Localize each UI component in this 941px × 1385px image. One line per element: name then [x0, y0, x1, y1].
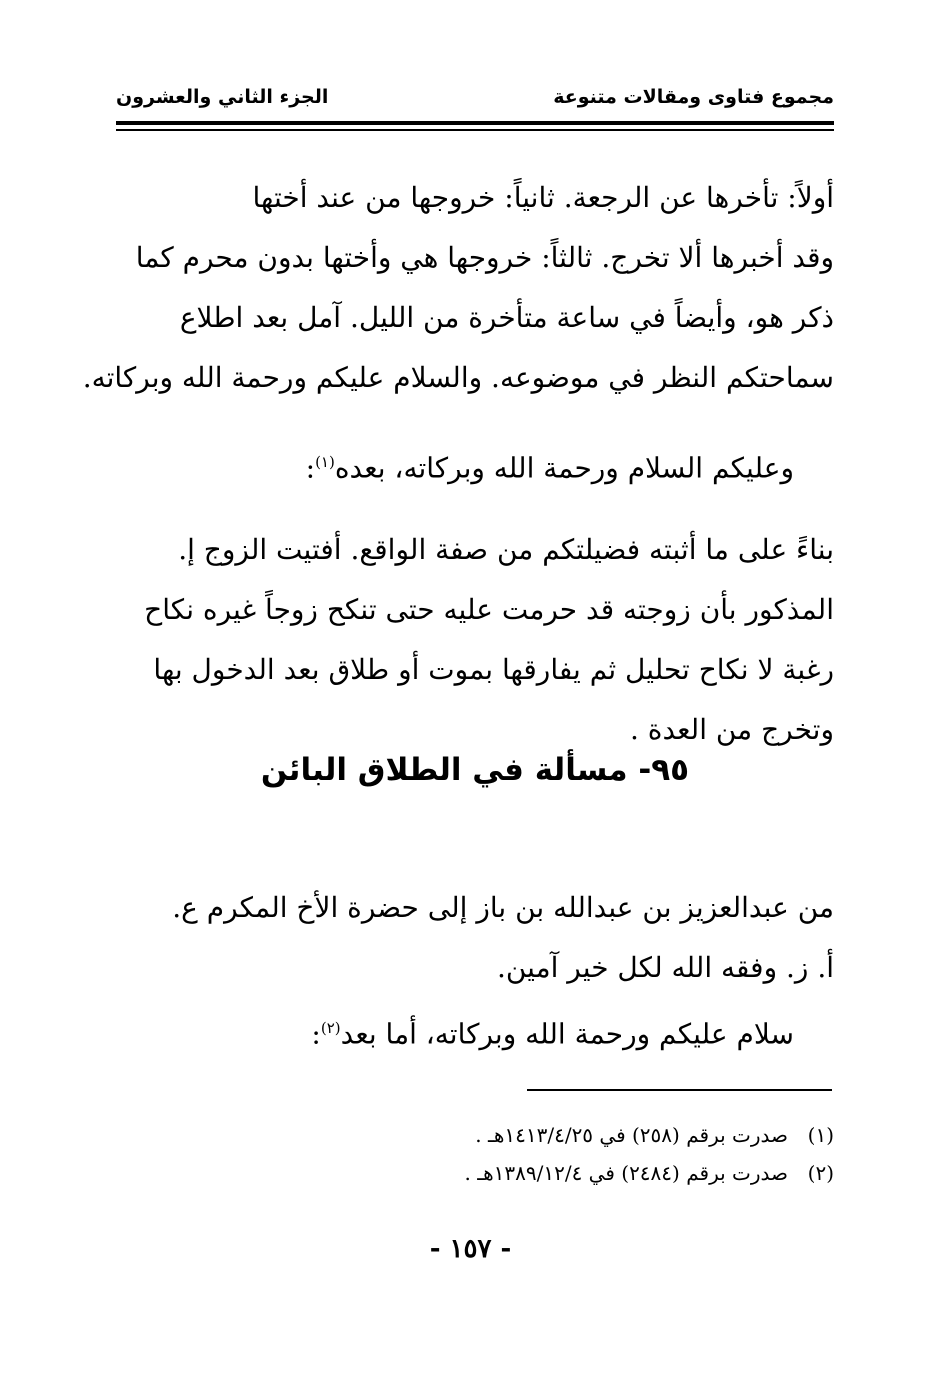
text-line: رغبة لا نكاح تحليل ثم يفارقها بموت أو طلاق بعد الدخول بها — [153, 653, 834, 686]
answer-greeting — [109, 432, 834, 498]
text-line: ذكر هو، وأيضاً في ساعة متأخرة من الليل. آمل بعد اطلاع — [179, 301, 834, 334]
text-line — [109, 998, 834, 1064]
page-number: - ١٥٧ - — [429, 1234, 512, 1264]
paragraph-question-end — [82, 168, 834, 408]
text-line: سماحتكم النظر في موضوعه. والسلام عليكم ورحمة الله وبركاته. — [82, 361, 834, 394]
book-title: مجموع فتاوى ومقالات متنوعة — [553, 86, 834, 108]
footnote-text: صدرت برقم (٢٥٨) في ١٤١٣/٤/٢٥هـ . — [475, 1123, 788, 1147]
text-line: من عبدالعزيز بن عبدالله بن باز إلى حضرة الأخ المكرم ع. — [172, 891, 834, 924]
text-line: وتخرج من العدة . — [629, 713, 834, 746]
footnote-number: (٢) — [807, 1161, 834, 1185]
footnote — [475, 1116, 834, 1154]
footnote-ref: (١) — [315, 453, 335, 471]
text-line: بناءً على ما أثبته فضيلتكم من صفة الواقع. أفتيت الزوج إ. — [178, 533, 834, 566]
salutation-text: سلام عليكم ورحمة الله وبركاته، أما بعد — [340, 1017, 794, 1051]
running-header — [116, 86, 834, 116]
footnote-separator — [527, 1089, 832, 1091]
salutation-colon: : — [311, 1017, 321, 1051]
header-rule-thin — [116, 129, 834, 131]
section-title: ٩٥- مسألة في الطلاق البائن — [260, 752, 690, 788]
footnote-text: صدرت برقم (٢٤٨٤) في ١٣٨٩/١٢/٤هـ . — [464, 1161, 788, 1185]
paragraph-letter — [109, 878, 834, 1064]
text-line: وقد أخبرها ألا تخرج. ثالثاً: خروجها هي وأختها بدون محرم كما — [135, 241, 834, 274]
footnote-ref: (٢) — [320, 1019, 341, 1037]
footnote-number: (١) — [807, 1123, 834, 1147]
greeting-colon: : — [305, 451, 316, 485]
text-line: أ. ز. وفقه الله لكل خير آمين. — [496, 951, 834, 984]
volume-title: الجزء الثاني والعشرون — [116, 86, 329, 108]
paragraph-fatwa — [109, 520, 834, 760]
header-rule-thick — [116, 121, 834, 125]
footnote — [465, 1154, 834, 1192]
text-line: أولاً: تأخرها عن الرجعة. ثانياً: خروجها من عند أختها — [252, 181, 834, 214]
text-line: المذكور بأن زوجته قد حرمت عليه حتى تنكح زوجاً غيره نكاح — [144, 593, 834, 626]
greeting-text: وعليكم السلام ورحمة الله وبركاته، بعده — [334, 451, 794, 485]
